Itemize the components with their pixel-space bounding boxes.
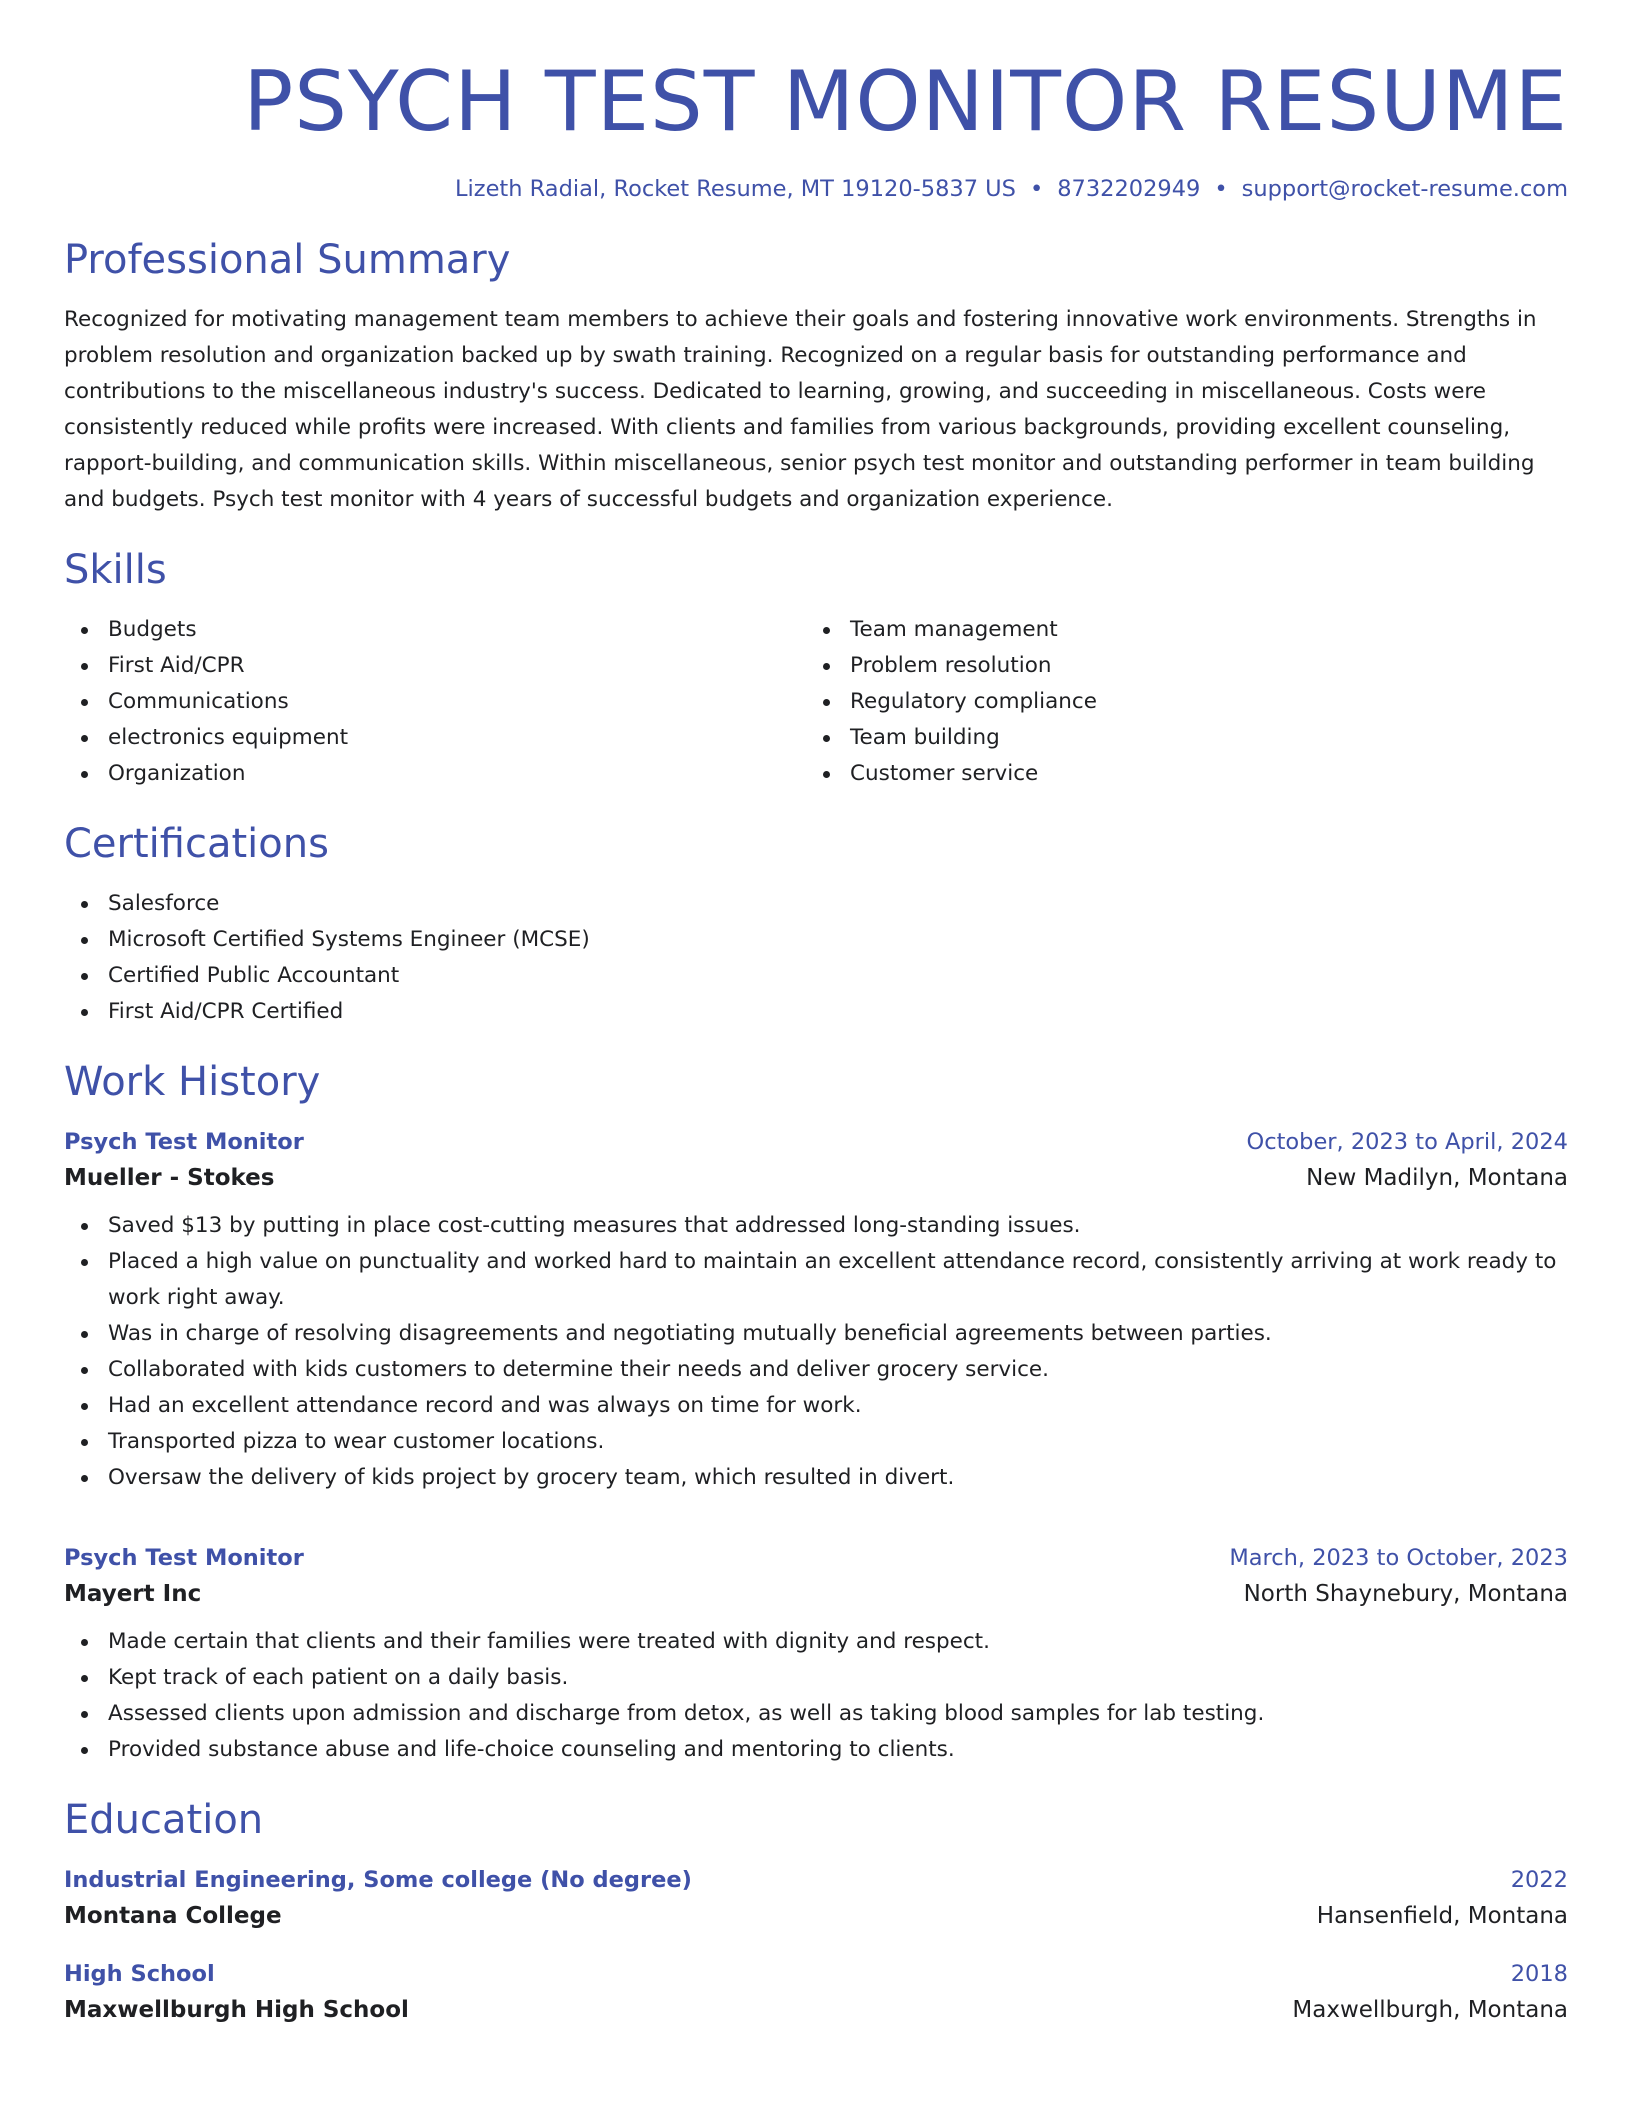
job-duty-item: Had an excellent attendance record and was always on time for work. (108, 1388, 1568, 1424)
job-duty-item: Assessed clients upon admission and discharge from detox, as well as taking blood samples for lab testing. (108, 1696, 1568, 1732)
resume-title: PSYCH TEST MONITOR RESUME (243, 53, 1568, 150)
education-year: 2022 (1510, 1867, 1568, 1893)
skill-item: First Aid/CPR (108, 648, 806, 684)
job-company: Mueller - Stokes (64, 1165, 275, 1191)
skill-item: Problem resolution (850, 648, 1548, 684)
job-location: New Madilyn, Montana (1306, 1165, 1568, 1191)
job-duty-item: Saved $13 by putting in place cost-cutting measures that addressed long-standing issues. (108, 1208, 1568, 1244)
skill-item: Team building (850, 720, 1548, 756)
education-entry (64, 1864, 1568, 1936)
section-heading-certifications: Certifications (64, 821, 329, 867)
skill-item: Team management (850, 612, 1548, 648)
job-duty-item: Transported pizza to wear customer locations. (108, 1424, 1568, 1460)
education-degree: High School (64, 1961, 215, 1987)
contact-address: Lizeth Radial, Rocket Resume, MT 19120-5837 US (454, 176, 1016, 202)
skill-item: electronics equipment (108, 720, 806, 756)
skills-section (64, 544, 1568, 792)
certification-item: First Aid/CPR Certified (108, 994, 1568, 1030)
job-company-row (64, 1158, 1568, 1198)
certification-item: Microsoft Certified Systems Engineer (MCSE) (108, 922, 1568, 958)
education-location: Hansenfield, Montana (1316, 1903, 1568, 1929)
job-title-row (64, 1542, 1568, 1574)
job-duty-item: Kept track of each patient on a daily basis. (108, 1660, 1568, 1696)
education-school: Montana College (64, 1903, 282, 1929)
certifications-list (64, 886, 1568, 1030)
job-entry (64, 1126, 1568, 1496)
job-duty-item: Collaborated with kids customers to determine their needs and deliver grocery service. (108, 1352, 1568, 1388)
job-company: Mayert Inc (64, 1581, 202, 1607)
job-title: Psych Test Monitor (64, 1129, 304, 1155)
job-duty-item: Oversaw the delivery of kids project by grocery team, which resulted in divert. (108, 1460, 1568, 1496)
education-section (64, 1794, 1568, 2030)
job-dates: October, 2023 to April, 2024 (1246, 1129, 1568, 1155)
skill-item: Communications (108, 684, 806, 720)
contact-email[interactable]: support@rocket-resume.com (1241, 176, 1568, 202)
certification-item: Salesforce (108, 886, 1568, 922)
skills-column-right (806, 612, 1548, 792)
skill-item: Customer service (850, 756, 1548, 792)
skills-grid (64, 612, 1568, 792)
job-title-row (64, 1126, 1568, 1158)
education-degree-row (64, 1864, 1568, 1896)
education-location: Maxwellburgh, Montana (1292, 1997, 1568, 2023)
job-duties-list (64, 1624, 1568, 1768)
certification-item: Certified Public Accountant (108, 958, 1568, 994)
job-dates: March, 2023 to October, 2023 (1229, 1545, 1568, 1571)
skill-item: Budgets (108, 612, 806, 648)
contact-line (64, 174, 1568, 204)
section-heading-work-history: Work History (64, 1059, 321, 1105)
job-duty-item: Placed a high value on punctuality and worked hard to maintain an excellent attendance record, consistently arriving at work ready to work right away. (108, 1244, 1568, 1316)
skills-list-left (64, 612, 806, 792)
summary-text: Recognized for motivating management team members to achieve their goals and fostering innovative work environments. Strengths in problem resolution and organization backed up by swath training. Recognized on a regular basis for outstanding performance and contributions to the miscellaneous industry's success. Dedicated to learning, growing, and succeeding in miscellaneous. Costs were consistently reduced while profits were increased. With clients and families from various backgrounds, providing excellent counseling, rapport-building, and communication skills. Within miscellaneous, senior psych test monitor and outstanding performer in team building and budgets. Psych test monitor with 4 years of successful budgets and organization experience. (64, 307, 1537, 512)
job-duty-item: Provided substance abuse and life-choice counseling and mentoring to clients. (108, 1732, 1568, 1768)
job-entry (64, 1542, 1568, 1768)
education-school: Maxwellburgh High School (64, 1997, 409, 2023)
job-title: Psych Test Monitor (64, 1545, 304, 1571)
skills-list-right (806, 612, 1548, 792)
education-degree: Industrial Engineering, Some college (No degree) (64, 1867, 692, 1893)
job-company-row (64, 1574, 1568, 1614)
professional-summary-section (64, 234, 1568, 518)
skill-item: Regulatory compliance (850, 684, 1548, 720)
job-duty-item: Was in charge of resolving disagreements and negotiating mutually beneficial agreements between parties. (108, 1316, 1568, 1352)
education-entry (64, 1958, 1568, 2030)
skill-item: Organization (108, 756, 806, 792)
job-duty-item: Made certain that clients and their families were treated with dignity and respect. (108, 1624, 1568, 1660)
education-school-row (64, 1990, 1568, 2030)
section-heading-summary: Professional Summary (64, 237, 511, 283)
job-location: North Shaynebury, Montana (1243, 1581, 1568, 1607)
education-year: 2018 (1510, 1961, 1568, 1987)
work-history-section (64, 1056, 1568, 1768)
section-heading-skills: Skills (64, 547, 167, 593)
education-degree-row (64, 1958, 1568, 1990)
skills-column-left (64, 612, 806, 792)
contact-separator: • (1029, 176, 1044, 202)
education-school-row (64, 1896, 1568, 1936)
contact-phone: 8732202949 (1057, 176, 1201, 202)
contact-separator: • (1214, 176, 1228, 202)
resume-header (64, 0, 1568, 204)
certifications-section (64, 818, 1568, 1030)
job-duties-list (64, 1208, 1568, 1496)
section-heading-education: Education (64, 1797, 264, 1843)
